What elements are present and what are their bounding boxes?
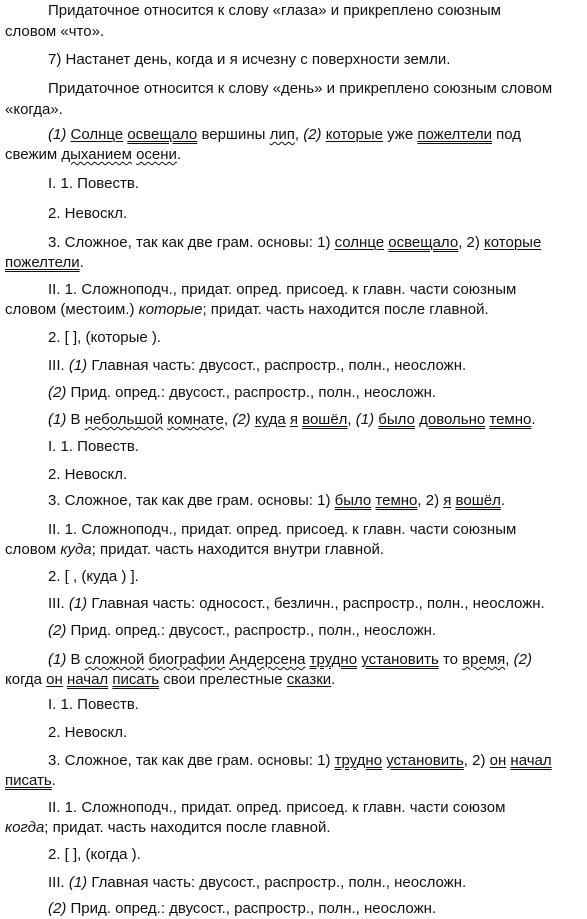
text-line: Придаточное относится к слову «глаза» и прикреплено союзным [48,2,501,19]
scheme-line: 2. [ ], (когда ). [48,846,141,863]
text-line: I. 1. Повеств. [48,438,139,455]
text-line: словом куда; придат. часть находится внутри главной. [5,541,385,558]
sentence-line: (1) В небольшой комнате, (2) куда я вошёл, (1) было довольно темно. [48,411,536,428]
text-line: (2) Прид. опред.: двусост., распростр., полн., неосложн. [48,622,437,639]
text-line: I. 1. Повеств. [48,175,139,192]
text-line: писать. [5,772,56,789]
text-line: когда; придат. часть находится после главной. [5,819,331,836]
text-line: 7) Настанет день, когда и я исчезну с поверхности земли. [48,51,451,68]
scheme-line: 2. [ , (куда ) ]. [48,568,139,585]
sentence-line: когда он начал писать свои прелестные сказки. [5,671,336,688]
text-line: 2. Невоскл. [48,724,128,741]
text-line: словом «что». [5,23,105,40]
text-line: 2. Невоскл. [48,205,128,222]
text-line: I. 1. Повеств. [48,696,139,713]
text-line: словом (местоим.) которые; придат. часть находится после главной. [5,301,489,318]
text-line: пожелтели. [5,254,84,271]
text-line: «когда». [5,101,63,118]
text-line: 3. Сложное, так как две грам. основы: 1) трудно установить, 2) он начал [48,752,552,769]
text-line: 2. Невоскл. [48,466,128,483]
sentence-line: (1) Солнце освещало вершины лип, (2) которые уже пожелтели под [48,126,522,143]
text-line: (2) Прид. опред.: двусост., распростр., полн., неосложн. [48,900,437,917]
sentence-line: свежим дыханием осени. [5,146,182,163]
text-line: III. (1) Главная часть: двусост., распростр., полн., неосложн. [48,357,467,374]
text-line: II. 1. Сложноподч., придат. опред. присоед. к главн. части союзом [48,799,506,816]
text-line: II. 1. Сложноподч., придат. опред. присоед. к главн. части союзным [48,521,517,538]
text-line: 3. Сложное, так как две грам. основы: 1) солнце освещало, 2) которые [48,234,542,251]
text-line: Придаточное относится к слову «день» и прикреплено союзным словом [48,80,553,97]
scheme-line: 2. [ ], (которые ). [48,329,162,346]
text-line: 3. Сложное, так как две грам. основы: 1) было темно, 2) я вошёл. [48,492,505,509]
text-line: III. (1) Главная часть: двусост., распростр., полн., неосложн. [48,874,467,891]
text-line: II. 1. Сложноподч., придат. опред. присоед. к главн. части союзным [48,281,517,298]
text-line: III. (1) Главная часть: односост., безличн., распростр., полн., неосложн. [48,595,545,612]
sentence-line: (1) В сложной биографии Андерсена трудно установить то время, (2) [48,651,532,668]
text-line: (2) Прид. опред.: двусост., распростр., полн., неосложн. [48,384,437,401]
